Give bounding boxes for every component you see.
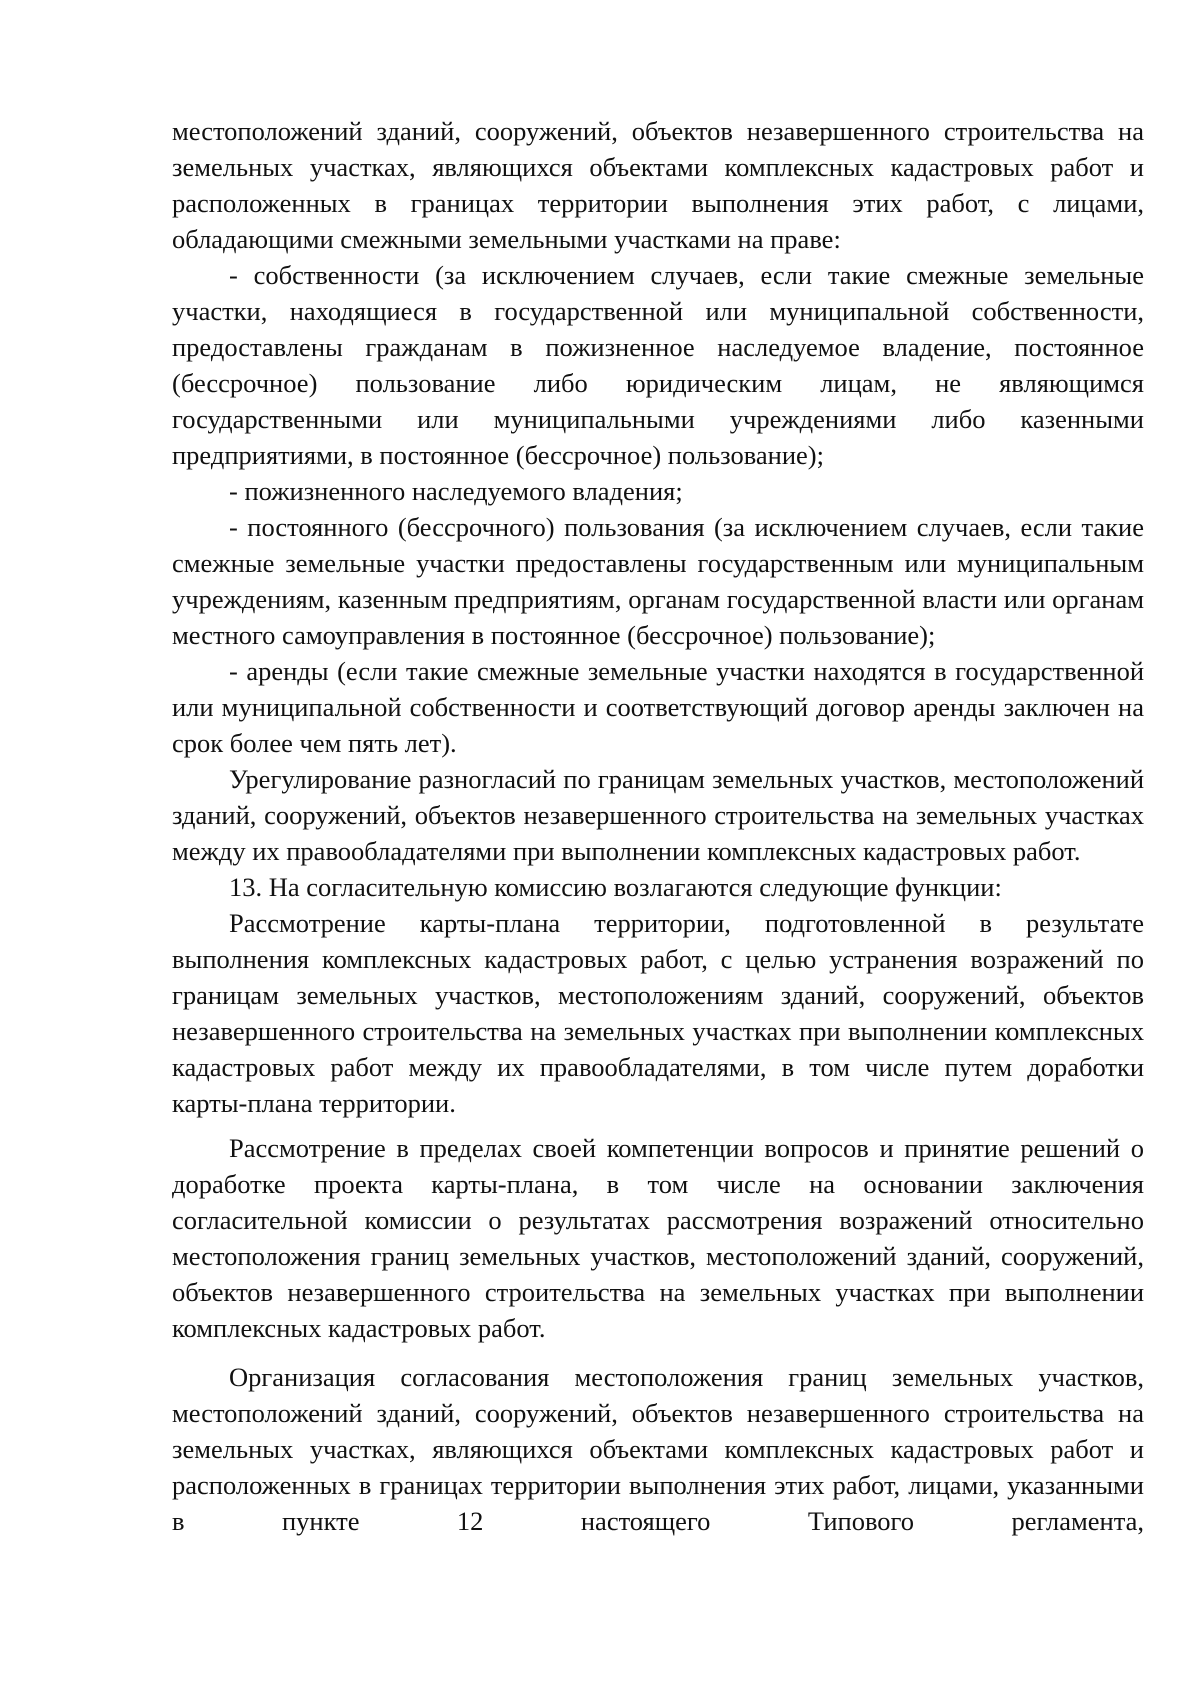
paragraph-lease-item: - аренды (если такие смежные земельные участки находятся в государственной или муниципальной собственности и соответствующий договор аренды заключен на срок более чем пять лет). [172, 656, 1144, 758]
paragraph-map-plan-review: Рассмотрение карты-плана территории, подготовленной в результате выполнения комплексных кадастровых работ, с целью устранения возражений по границам земельных участков, местоположениям зданий, сооружений, объектов незавершенного строительства на земельных участках при выполнении комплексных кадастровых работ между их правообладателями, в том числе путем доработки карты-плана территории. [172, 908, 1144, 1118]
paragraph-boundary-agreement: Организация согласования местоположения границ земельных участков, местоположений зданий, сооружений, объектов незавершенного строительства на земельных участках, являющихся объектами комплексных кадастровых работ и расположенных в границах территории выполнения этих работ, лицами, указанными в пункте 12 настоящего Типового регламента, [172, 1362, 1144, 1536]
paragraph-revision-decisions: Рассмотрение в пределах своей компетенции вопросов и принятие решений о доработке проекта карты-плана, в том числе на основании заключения согласительной комиссии о результатах рассмотрения возражений относительно местоположения границ земельных участков, местоположений зданий, сооружений, объектов незавершенного строительства на земельных участках при выполнении комплексных кадастровых работ. [172, 1133, 1144, 1343]
paragraph-dispute-settlement: Урегулирование разногласий по границам земельных участков, местоположений зданий, сооружений, объектов незавершенного строительства на земельных участках между их правообладателями при выполнении комплексных кадастровых работ. [172, 764, 1144, 866]
paragraph-permanent-use-item: - постоянного (бессрочного) пользования (за исключением случаев, если такие смежные земельные участки предоставлены государственным или муниципальным учреждениям, казенным предприятиям, органам государственной власти или органам местного самоуправления в постоянное (бессрочное) пользование); [172, 512, 1144, 650]
paragraph-lifetime-possession-item: - пожизненного наследуемого владения; [229, 476, 683, 506]
paragraph-ownership-item: - собственности (за исключением случаев, если такие смежные земельные участки, находящиеся в государственной или муниципальной собственности, предоставлены гражданам в пожизненное наследуемое владение, постоянное (бессрочное) пользование либо юридическим лицам, не являющимся государственными или муниципальными учреждениями либо казенными предприятиями, в постоянное (бессрочное) пользование); [172, 260, 1144, 470]
paragraph-section-13-heading: 13. На согласительную комиссию возлагаются следующие функции: [229, 872, 1002, 902]
paragraph-continuation: местоположений зданий, сооружений, объектов незавершенного строительства на земельных участках, являющихся объектами комплексных кадастровых работ и расположенных в границах территории выполнения этих работ, с лицами, обладающими смежными земельными участками на праве: [172, 116, 1144, 254]
document-page [172, 113, 1144, 1539]
